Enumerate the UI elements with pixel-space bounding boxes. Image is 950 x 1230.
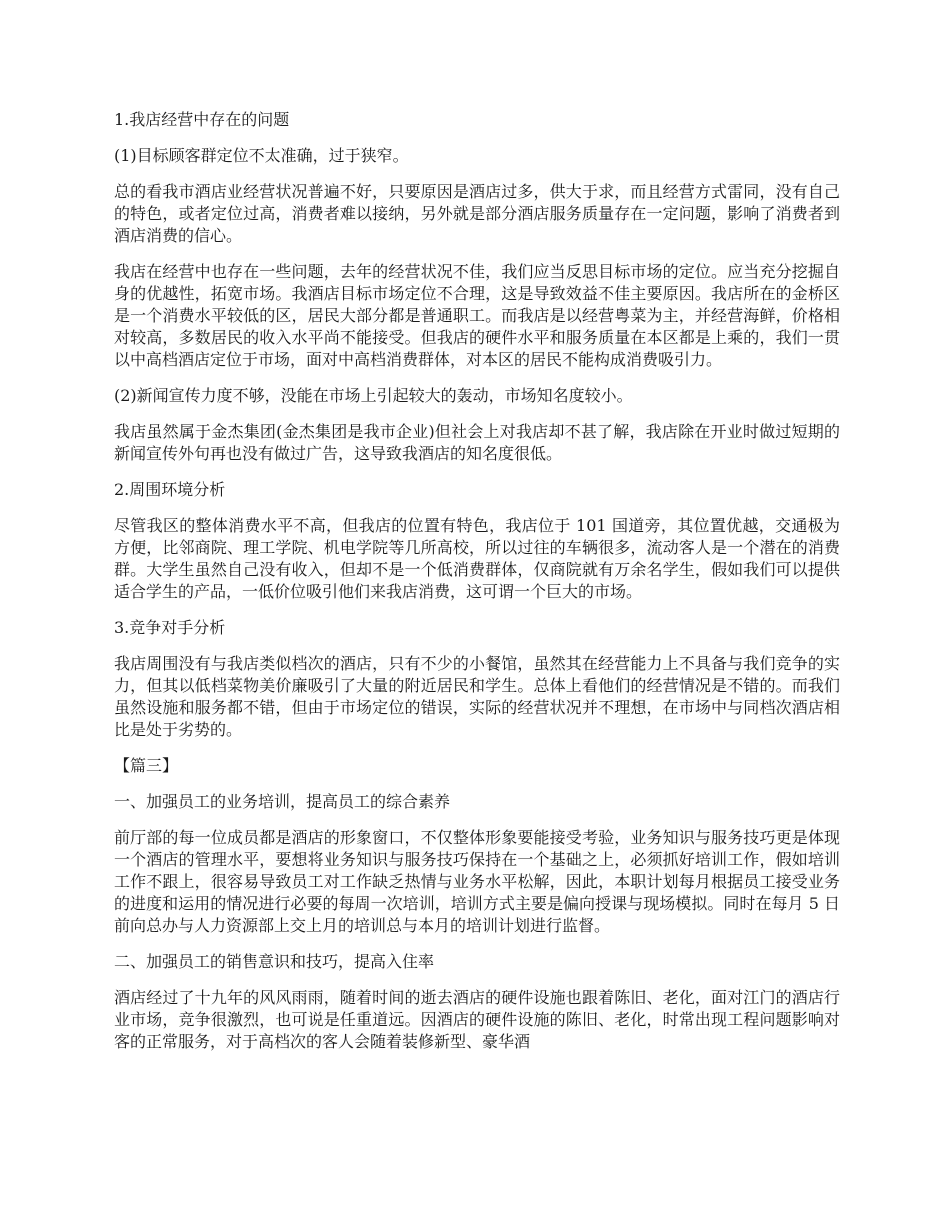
heading-competitors: 3.竞争对手分析 [114, 618, 226, 637]
heading-problems: 1.我店经营中存在的问题 [114, 110, 290, 129]
document-page [114, 109, 840, 1067]
heading-staff-training: 一、加强员工的业务培训，提高员工的综合素养 [114, 792, 451, 811]
heading-environment: 2.周围环境分析 [114, 480, 226, 499]
body-paragraph-sales-awareness: 酒店经过了十九年的风风雨雨，随着时间的逝去酒店的硬件设施也跟着陈旧、老化，面对江门的酒店行业市场，竞争很激烈，也可说是任重道远。因酒店的硬件设施的陈旧、老化，时常出现工程问题影响对客的正常服务，对于高档次的客人会随着装修新型、豪华酒 [114, 988, 840, 1051]
body-paragraph-staff-training: 前厅部的每一位成员都是酒店的形象窗口，不仅整体形象要能接受考验，业务知识与服务技巧更是体现一个酒店的管理水平，要想将业务知识与服务技巧保持在一个基础之上，必须抓好培训工作，假如培训工作不跟上，很容易导致员工对工作缺乏热情与业务水平松解，因此，本职计划每月根据员工接受业务的进度和运用的情况进行必要的每周一次培训，培训方式主要是偏向授课与现场模拟。同时在每月 5 日前向总办与人力资源部上交上月的培训总与本月的培训计划进行监督。 [114, 828, 840, 935]
body-paragraph-publicity: 我店虽然属于金杰集团(金杰集团是我市企业)但社会上对我店却不甚了解，我店除在开业时做过短期的新闻宣传外句再也没有做过广告，这导致我酒店的知名度很低。 [114, 422, 840, 463]
body-paragraph-industry: 总的看我市酒店业经营状况普遍不好，只要原因是酒店过多，供大于求，而且经营方式雷同，没有自己的特色，或者定位过高，消费者难以接纳，另外就是部分酒店服务质量存在一定问题，影响了消费者到酒店消费的信心。 [114, 182, 840, 245]
body-paragraph-environment: 尽管我区的整体消费水平不高，但我店的位置有特色，我店位于 101 国道旁，其位置优越，交通极为方便，比邻商院、理工学院、机电学院等几所高校，所以过往的车辆很多，流动客人是一个潜在的消费群。大学生虽然自己没有收入，但却不是一个低消费群体，仅商院就有万余名学生，假如我们可以提供适合学生的产品，一低价位吸引他们来我店消费，这可谓一个巨大的市场。 [114, 516, 840, 601]
subheading-target-customers: (1)目标顾客群定位不太准确，过于狭窄。 [114, 146, 409, 165]
heading-sales-awareness: 二、加强员工的销售意识和技巧，提高入住率 [114, 952, 435, 971]
section-title-part-three: 【篇三】 [114, 756, 179, 775]
subheading-publicity: (2)新闻宣传力度不够，没能在市场上引起较大的轰动，市场知名度较小。 [114, 386, 633, 405]
body-paragraph-competitors: 我店周围没有与我店类似档次的酒店，只有不少的小餐馆，虽然其在经营能力上不具备与我们竞争的实力，但其以低档菜物美价廉吸引了大量的附近居民和学生。总体上看他们的经营情况是不错的。而我们虽然设施和服务都不错，但由于市场定位的错误，实际的经营状况并不理想，在市场中与同档次酒店相比是处于劣势的。 [114, 654, 840, 739]
body-paragraph-our-store: 我店在经营中也存在一些问题，去年的经营状况不佳，我们应当反思目标市场的定位。应当充分挖掘自身的优越性，拓宽市场。我酒店目标市场定位不合理，这是导致效益不佳主要原因。我店所在的金桥区是一个消费水平较低的区，居民大部分都是普通职工。而我店是以经营粤菜为主，并经营海鲜，价格相对较高，多数居民的收入水平尚不能接受。但我店的硬件水平和服务质量在本区都是上乘的，我们一贯以中高档酒店定位于市场，面对中高档消费群体，对本区的居民不能构成消费吸引力。 [114, 262, 840, 369]
